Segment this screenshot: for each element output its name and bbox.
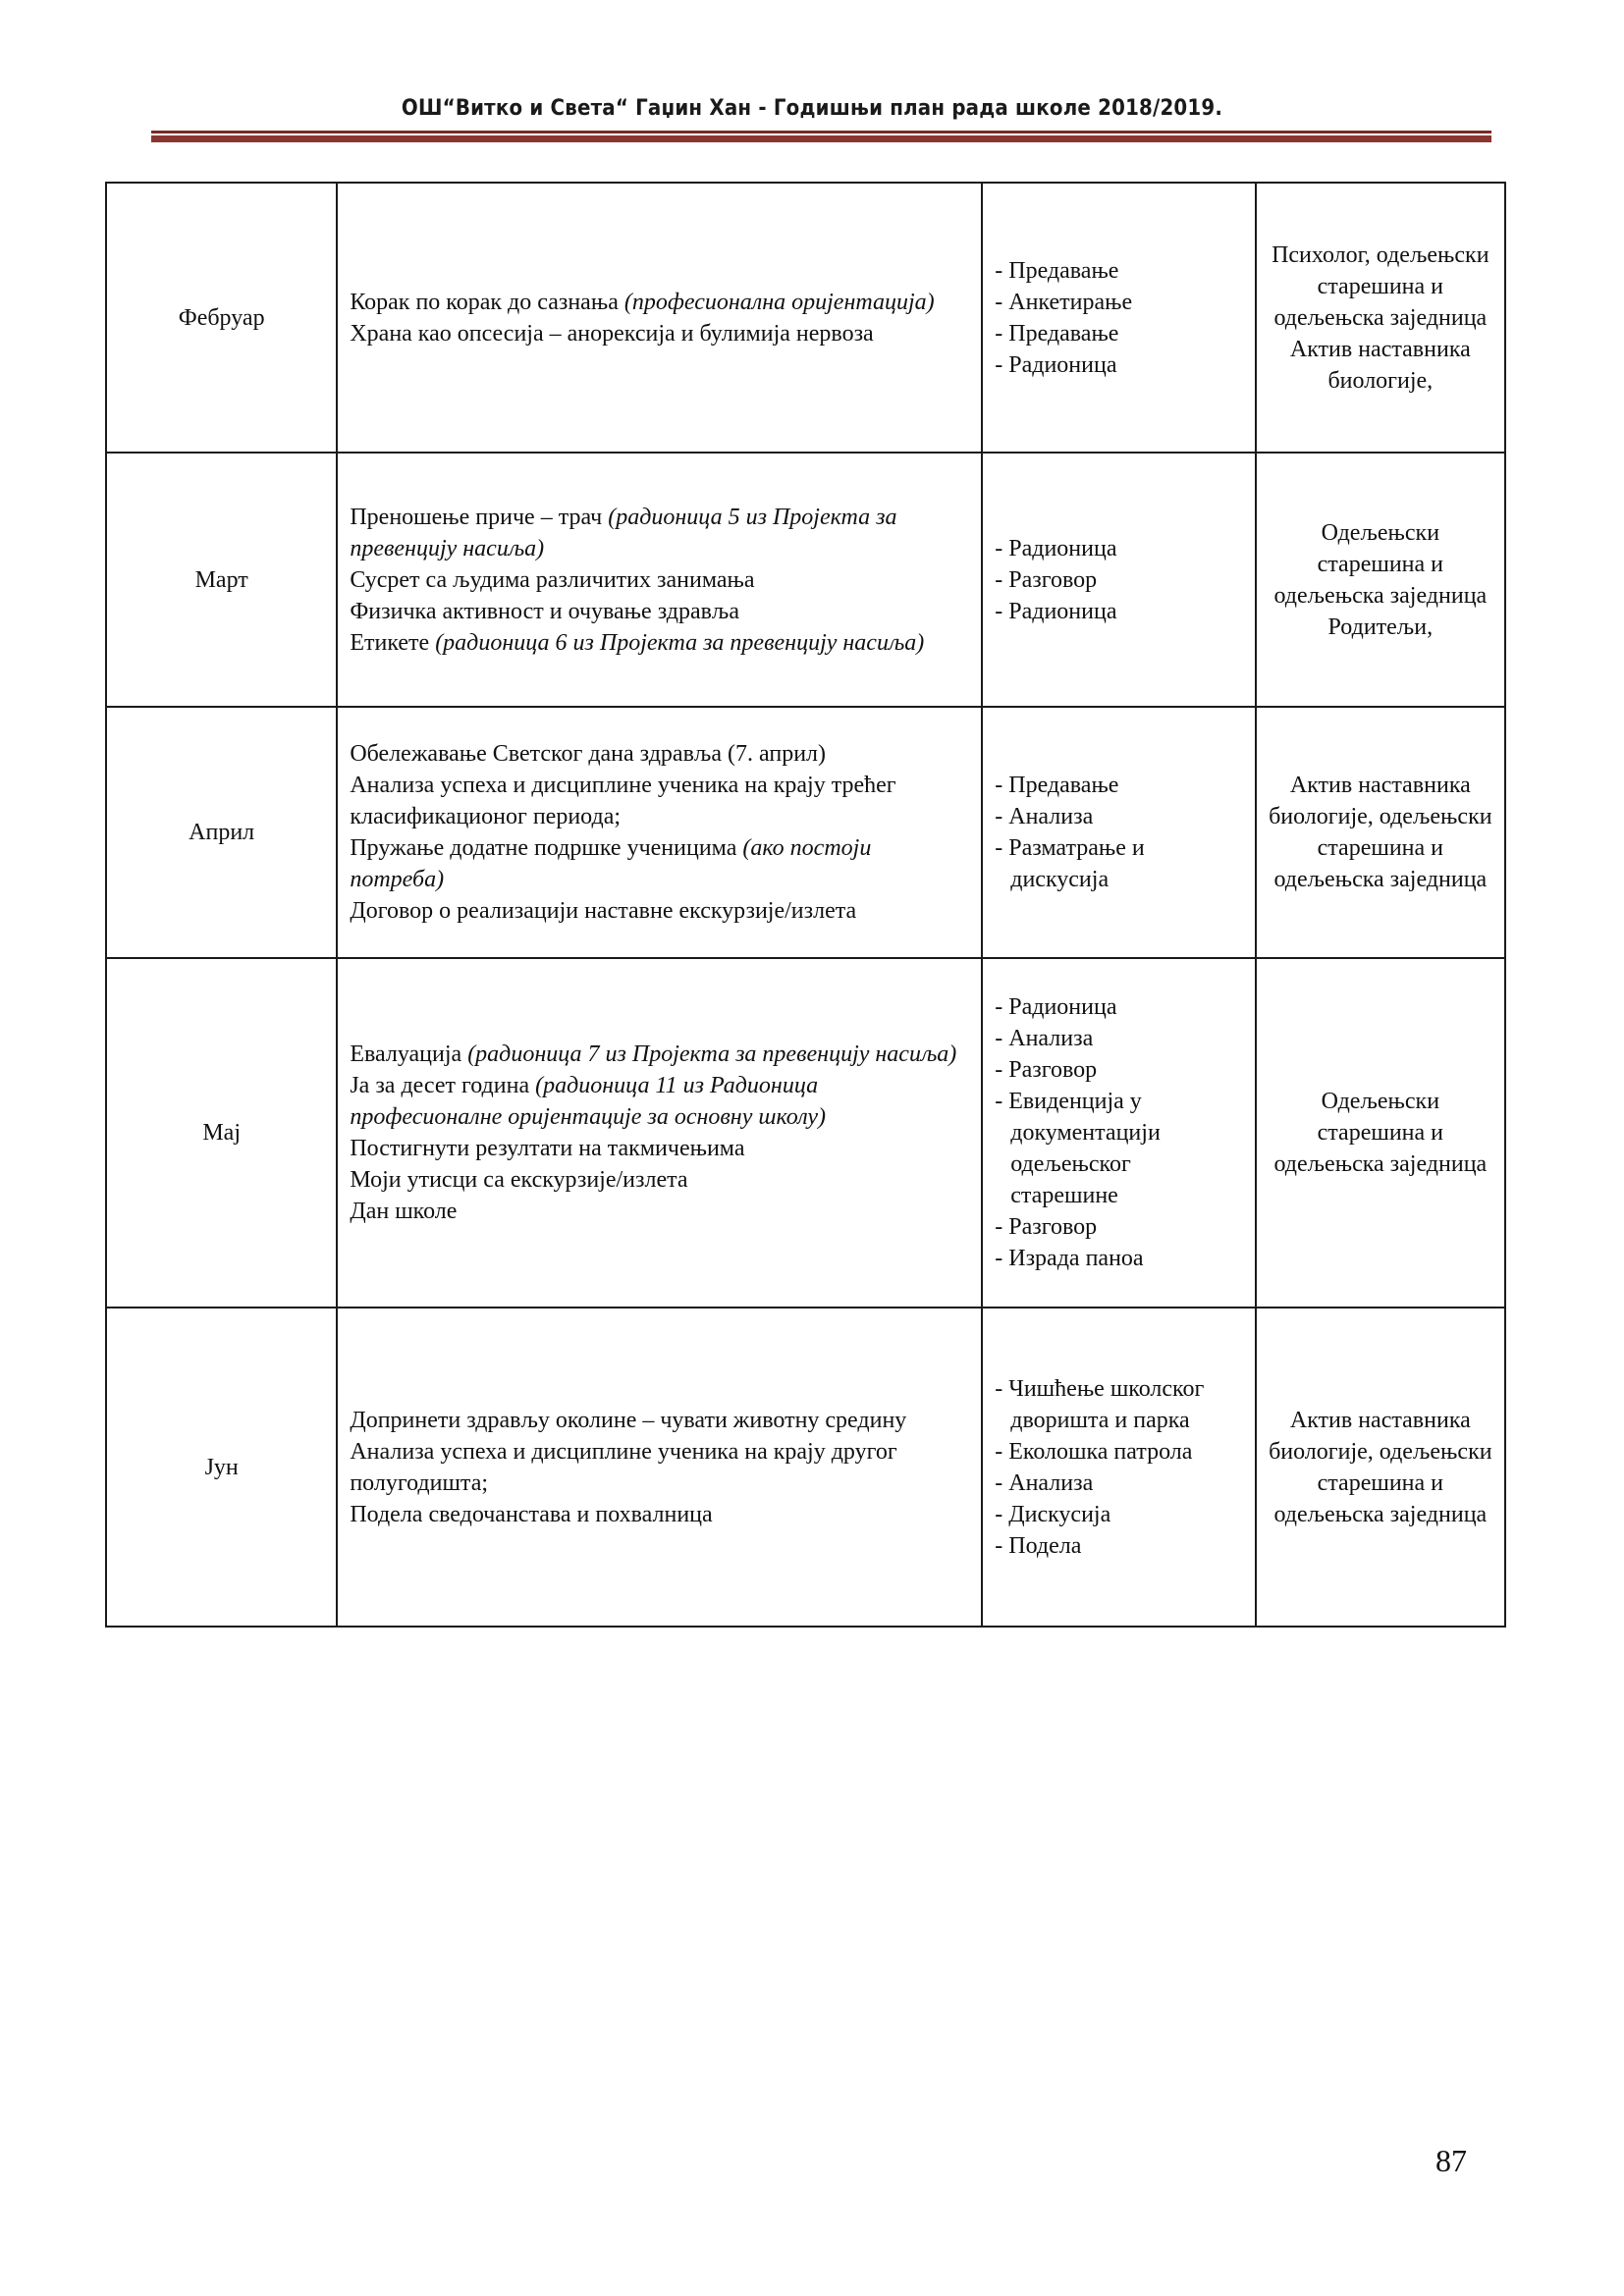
page-header-title: ОШ“Витко и Света“ Гаџин Хан - Годишњи план рада школе 2018/2019.: [401, 96, 1223, 121]
activity-text: Ја за десет година: [350, 1073, 536, 1098]
activity-text: Анализа успеха и дисциплине ученика на крају трећег класификационог периода;: [350, 773, 896, 829]
activity-text: Храна као опсесија – анорексија и булимија нервоза: [350, 320, 874, 347]
activity-item: [350, 318, 969, 349]
activity-text: Дан школе: [350, 1199, 458, 1224]
methods-cell: [982, 1308, 1255, 1627]
activity-note: (ако постоји потреба): [350, 835, 872, 892]
activity-text: Анализа успеха и дисциплине ученика на крају другог полугодишта;: [350, 1438, 897, 1496]
activity-note: (радионица 7 из Пројекта за превенцију насиља): [467, 1041, 957, 1067]
table-row: [106, 958, 1505, 1308]
method-item: - Предавање: [995, 257, 1119, 284]
responsible-cell: [1256, 453, 1505, 707]
month-cell: Јун: [106, 1308, 337, 1627]
activity-note: (професионална оријентација): [623, 289, 935, 315]
activities-cell: [337, 958, 982, 1308]
activity-text: Моји утисци са екскурзије/излета: [350, 1167, 688, 1193]
responsible-cell: [1256, 183, 1505, 453]
activity-item: [350, 627, 969, 659]
activity-text: Евалуација: [350, 1041, 468, 1067]
activity-item: [350, 502, 969, 564]
method-item: - Разговор: [995, 566, 1098, 593]
activity-item: [350, 1405, 969, 1436]
methods-cell: [982, 183, 1255, 453]
method-item: - Предавање: [995, 773, 1119, 798]
method-item: - Разматрање и дискусија: [995, 835, 1145, 892]
method-item: - Радионица: [995, 598, 1117, 624]
activity-text: Физичка активност и очување здравља: [350, 598, 740, 624]
responsible-item: Одељењски старешина и одељењска заједница: [1273, 519, 1488, 609]
method-item: - Разговор: [995, 1214, 1098, 1240]
activity-item: [350, 1436, 969, 1499]
activity-item: [350, 1070, 969, 1133]
method-item: - Анкетирање: [995, 289, 1133, 315]
activity-text: Пружање додатне подршке ученицима: [350, 835, 743, 861]
activity-item: [350, 287, 969, 318]
activities-cell: [337, 183, 982, 453]
responsible-item: Психолог, одељењски старешина и одељењска заједница: [1272, 241, 1489, 331]
responsible-item: Актив наставника биологије, одељењски старешина и одељењска заједница: [1269, 773, 1492, 892]
method-item: - Еколошка патрола: [995, 1438, 1193, 1465]
table-row: [106, 183, 1505, 453]
activities-cell: [337, 453, 982, 707]
activity-text: Етикете: [350, 629, 436, 656]
method-item: - Разговор: [995, 1057, 1098, 1083]
method-item: - Анализа: [995, 1026, 1094, 1051]
method-item: - Анализа: [995, 1469, 1094, 1496]
page-number: 87: [1435, 2143, 1467, 2178]
methods-cell: [982, 453, 1255, 707]
activity-item: [350, 1133, 969, 1164]
month-cell: Април: [106, 707, 337, 958]
method-item: - Радионица: [995, 535, 1117, 561]
activity-item: [350, 738, 969, 770]
responsible-item: Одељењски старешина и одељењска заједница: [1273, 1089, 1488, 1177]
methods-cell: [982, 958, 1255, 1308]
table-row: [106, 453, 1505, 707]
activity-item: [350, 832, 969, 895]
activity-note: (радионица 6 из Пројекта за превенцију насиља): [435, 629, 925, 656]
activity-item: [350, 1039, 969, 1070]
method-item: - Радионица: [995, 994, 1117, 1020]
responsible-item: Родитељи,: [1327, 614, 1434, 640]
method-item: - Чишћење школског дворишта и парка: [995, 1375, 1205, 1433]
method-item: - Предавање: [995, 320, 1119, 347]
responsible-item: Актив наставника биологије,: [1289, 336, 1471, 394]
activities-cell: [337, 707, 982, 958]
activity-note: (радионица 5 из Пројекта за превенцију насиља): [350, 504, 897, 561]
month-cell: Фебруар: [106, 183, 337, 453]
activity-item: [350, 770, 969, 832]
method-item: - Анализа: [995, 804, 1094, 829]
month-cell: Март: [106, 453, 337, 707]
method-item: - Дискусија: [995, 1501, 1111, 1527]
table-row: [106, 707, 1505, 958]
header-divider: [151, 131, 1491, 143]
activity-item: [350, 564, 969, 596]
activity-note: (радионица 11 из Радионица професионалне оријентације за основну школу): [350, 1073, 826, 1130]
methods-cell: [982, 707, 1255, 958]
activity-text: Подела сведочанстава и похвалница: [350, 1501, 713, 1527]
month-cell: Мај: [106, 958, 337, 1308]
method-item: - Евиденција у документацији одељењског старешине: [995, 1089, 1161, 1208]
activity-text: Обележавање Светског дана здравља (7. април): [350, 741, 827, 767]
method-item: - Радионица: [995, 351, 1117, 378]
activity-plan-table: [105, 182, 1506, 1628]
activity-item: [350, 1499, 969, 1530]
responsible-item: Актив наставника биологије, одељењски старешина и одељењска заједница: [1269, 1407, 1492, 1527]
method-item: - Подела: [995, 1532, 1082, 1559]
responsible-cell: [1256, 707, 1505, 958]
activity-text: Постигнути резултати на такмичењима: [350, 1136, 745, 1161]
responsible-cell: [1256, 958, 1505, 1308]
activity-item: [350, 895, 969, 927]
method-item: - Израда паноа: [995, 1246, 1144, 1271]
activity-item: [350, 596, 969, 627]
activity-text: Корак по корак до сазнања: [350, 289, 624, 315]
activity-text: Преношење приче – трач: [350, 504, 609, 530]
activity-item: [350, 1196, 969, 1227]
table-row: [106, 1308, 1505, 1627]
activities-cell: [337, 1308, 982, 1627]
responsible-cell: [1256, 1308, 1505, 1627]
activity-text: Допринети здрављу околине – чувати животну средину: [350, 1407, 907, 1433]
activity-item: [350, 1164, 969, 1196]
activity-text: Сусрет са људима различитих занимања: [350, 566, 755, 593]
activity-text: Договор о реализацији наставне екскурзије/излета: [350, 898, 857, 924]
